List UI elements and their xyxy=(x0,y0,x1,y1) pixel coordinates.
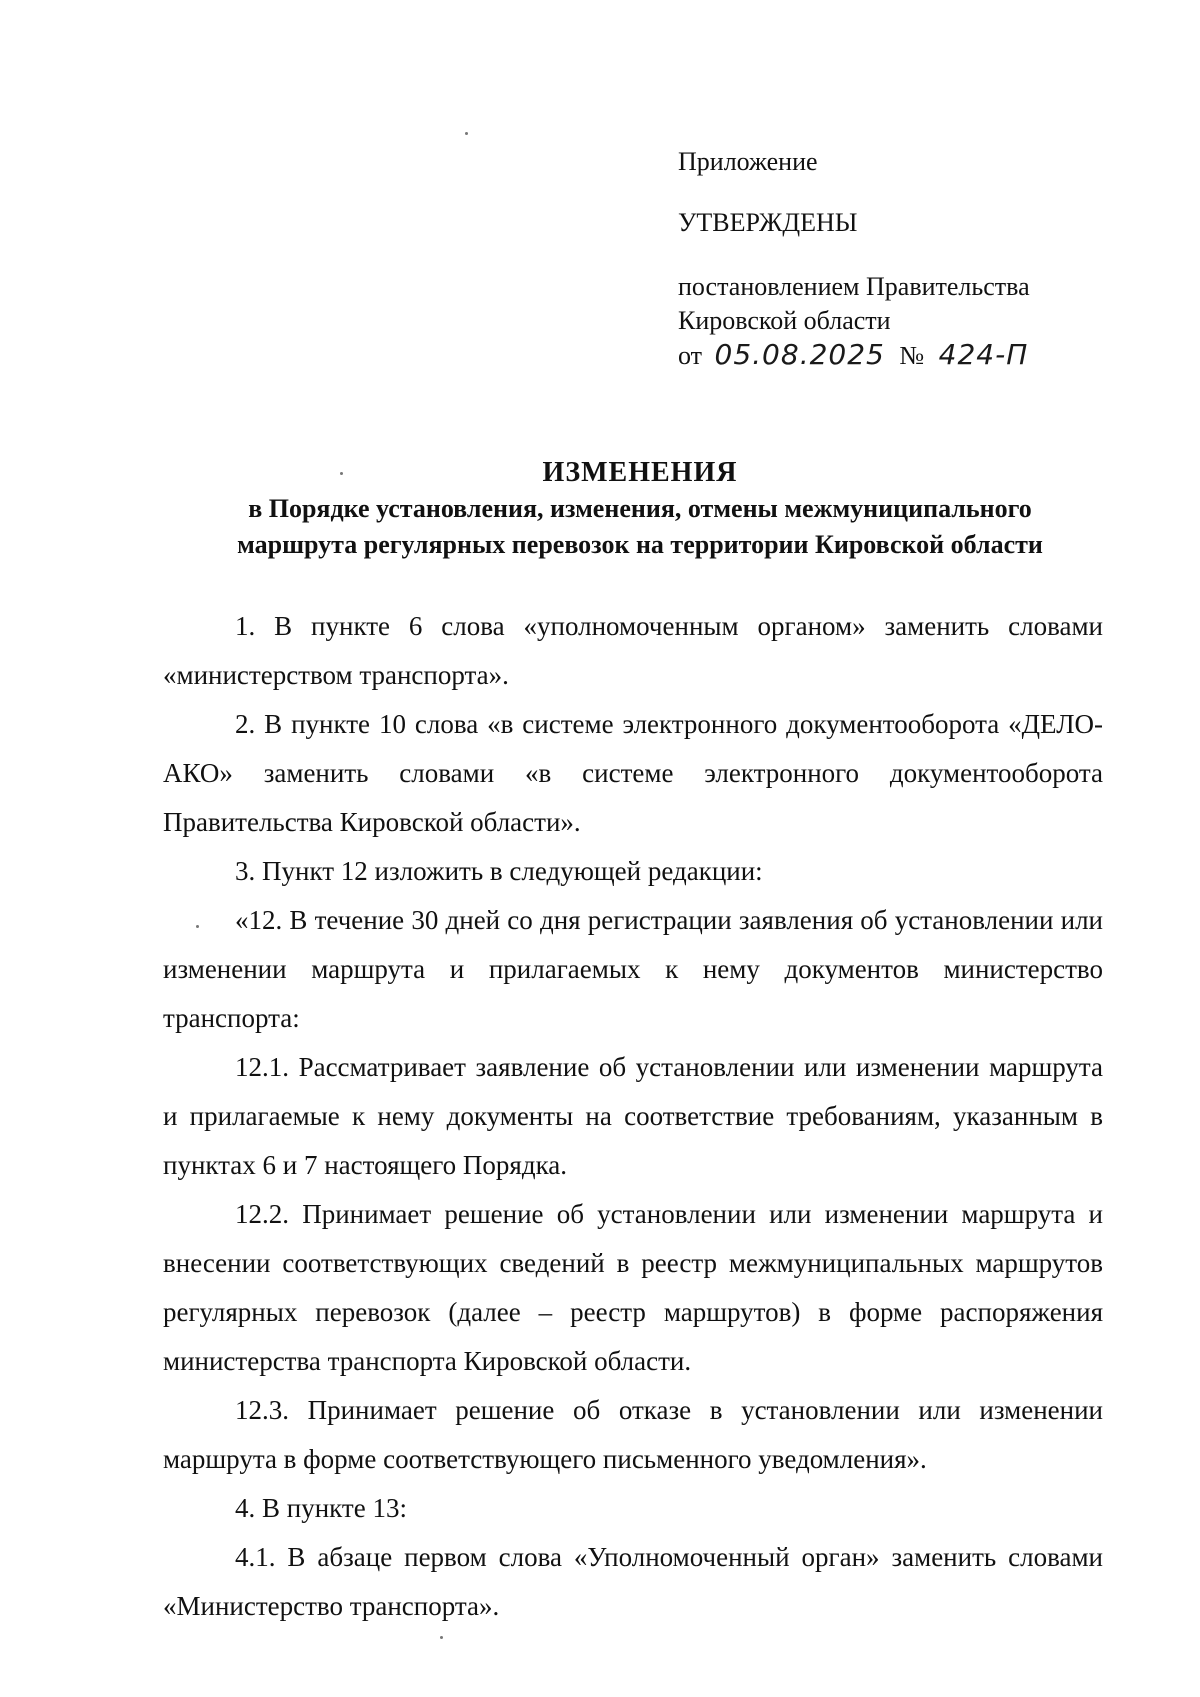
paragraph-3: 3. Пункт 12 изложить в следующей редакции: xyxy=(235,856,763,886)
resolution-date-line xyxy=(678,338,1158,373)
date-prefix: от xyxy=(678,341,703,370)
paragraph-9: 4.1. В абзаце первом слова «Уполномоченный орган» заменить словами «Министерство транспорта». xyxy=(163,1542,1103,1621)
appendix-caption: Приложение xyxy=(678,147,818,176)
appendix-header xyxy=(678,145,1158,373)
title-sub-line-2: маршрута регулярных перевозок на территории Кировской области xyxy=(237,530,1043,559)
document-title xyxy=(160,455,1120,563)
title-main: ИЗМЕНЕНИЯ xyxy=(542,457,738,488)
title-sub-line-1: в Порядке установления, изменения, отмены межмуниципального xyxy=(248,494,1032,523)
paragraph-4: «12. В течение 30 дней со дня регистрации заявления об установлении или изменении маршрута и прилагаемых к нему документов министерство транспорта: xyxy=(163,905,1103,1033)
approved-label: УТВЕРЖДЕНЫ xyxy=(678,208,858,237)
scan-speck xyxy=(196,925,199,928)
resolution-line-2: Кировской области xyxy=(678,306,891,335)
scan-speck xyxy=(340,472,343,475)
scan-speck xyxy=(440,1636,443,1639)
paragraph-6: 12.2. Принимает решение об установлении или изменении маршрута и внесении соответствующих сведений в реестр межмуниципальных маршрутов регулярных перевозок (далее – реестр маршрутов) в форме распоряжения министерства транспорта Кировской области. xyxy=(163,1199,1103,1376)
paragraph-7: 12.3. Принимает решение об отказе в установлении или изменении маршрута в форме соответствующего письменного уведомления». xyxy=(163,1395,1103,1474)
paragraph-8: 4. В пункте 13: xyxy=(235,1493,407,1523)
paragraph-5: 12.1. Рассматривает заявление об установлении или изменении маршрута и прилагаемые к нему документы на соответствие требованиям, указанным в пунктах 6 и 7 настоящего Порядка. xyxy=(163,1052,1103,1180)
paragraph-2: 2. В пункте 10 слова «в системе электронного документооборота «ДЕЛО-АКО» заменить словами «в системе электронного документооборота Правительства Кировской области». xyxy=(163,709,1103,837)
document-body xyxy=(163,602,1103,1631)
paragraph-1: 1. В пункте 6 слова «уполномоченным органом» заменить словами «министерством транспорта». xyxy=(163,611,1103,690)
handwritten-number: 424-П xyxy=(938,338,1029,371)
resolution-line-1: постановлением Правительства xyxy=(678,272,1030,301)
handwritten-date: 05.08.2025 xyxy=(714,338,885,371)
number-sign: № xyxy=(899,341,925,370)
scan-speck xyxy=(465,132,468,135)
